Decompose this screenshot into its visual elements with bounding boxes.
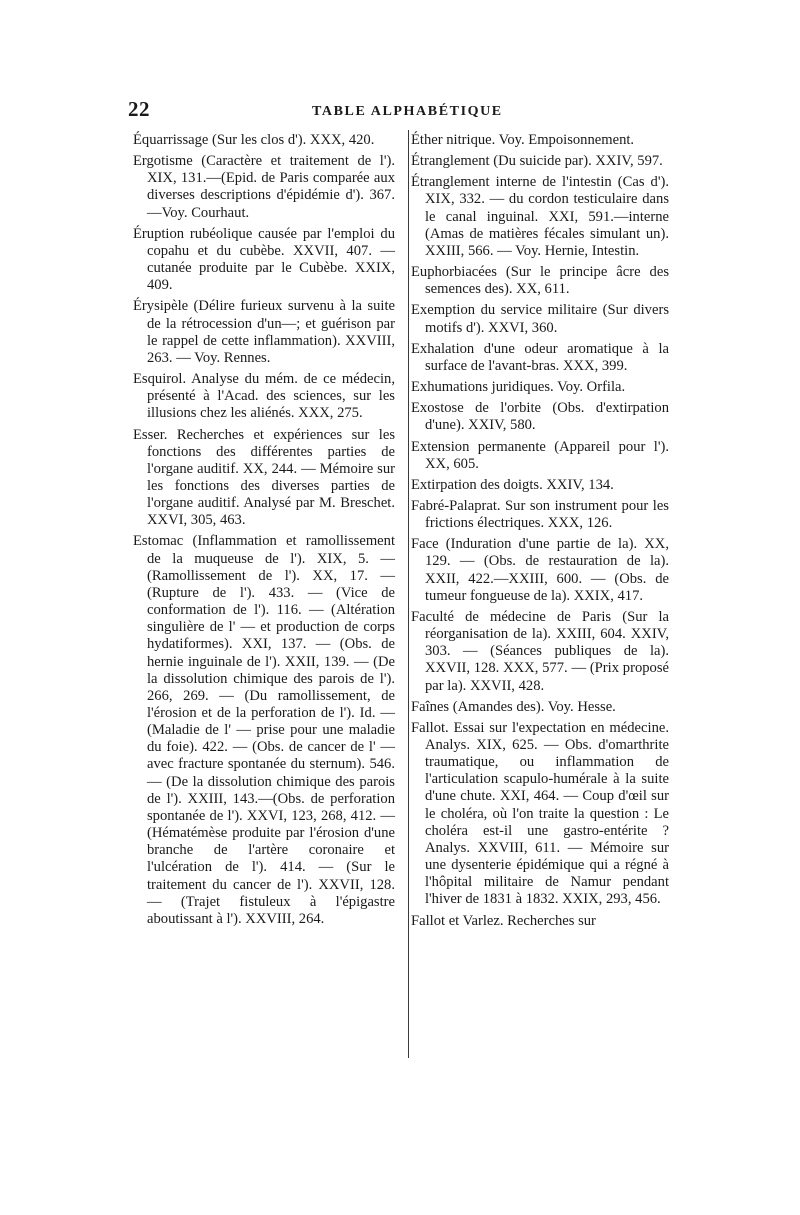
index-entry: Fabré-Palaprat. Sur son instrument pour les frictions électriques. XXX, 126. [411, 497, 669, 532]
index-entry: Ergotisme (Caractère et traitement de l'). XIX, 131.—(Epid. de Paris comparée aux diverses descriptions d'épidémie d'). 367.—Voy. Courhaut. [133, 153, 395, 221]
index-entry: Exhumations juridiques. Voy. Orfila. [411, 379, 626, 396]
index-entry: Exhalation d'une odeur aromatique à la surface de l'avant-bras. XXX, 399. [411, 340, 669, 374]
index-entry: Érysipèle (Délire furieux survenu à la suite de la rétrocession d'un—; et guérison par le rappel de cette inflammation). XXVIII, 263. — Voy. Rennes. [133, 298, 395, 366]
index-entry: Extension permanente (Appareil pour l'). XX, 605. [411, 438, 669, 472]
index-entry: Étranglement (Du suicide par). XXIV, 597. [411, 153, 663, 170]
index-entry: Éruption rubéolique causée par l'emploi du copahu et du cubèbe. XXVII, 407. — cutanée produite par le Cubèbe. XXIX, 409. [133, 225, 395, 294]
index-entry: Fallot. Essai sur l'expectation en médecine. Analys. XIX, 625. — Obs. d'omarthrite traumatique, ou inflammation de l'articulation scapulo-humérale à la suite d'une chute. XXI, 464. — Coup d'œil sur le choléra, où l'on traite la question : Le choléra est-il une gastro-entérite ? Analys. XXVIII, 611. — Mémoire sur une dysenterie épidémique qui a régné à l'hôpital militaire de Namur pendant l'hiver de 1831 à 1832. XXIX, 293, 456. [411, 719, 669, 908]
index-entry: Face (Induration d'une partie de la). XX, 129. — (Obs. de restauration de la). XXII, 422.—XXIII, 600. — (Obs. de tumeur fongueuse de la). XXIX, 417. [411, 536, 669, 604]
index-entry: Exemption du service militaire (Sur divers motifs d'). XXVI, 360. [411, 302, 669, 336]
right-column [411, 132, 669, 934]
index-entry: Fallot et Varlez. Recherches sur [411, 912, 596, 929]
index-entry: Équarrissage (Sur les clos d'). XXX, 420. [133, 132, 375, 148]
index-entry: Extirpation des doigts. XXIV, 134. [411, 476, 614, 493]
index-entry: Exostose de l'orbite (Obs. d'extirpation d'une). XXIV, 580. [411, 400, 669, 434]
index-entry: Faculté de médecine de Paris (Sur la réorganisation de la). XXIII, 604. XXIV, 303. — (Séances publiques de la). XXVII, 128. XXX, 577. — (Prix proposé par la). XXVII, 428. [411, 608, 669, 694]
index-entry: Esser. Recherches et expériences sur les fonctions des différentes parties de l'organe auditif. XX, 244. — Mémoire sur les fonctions des diverses parties de l'organe auditif. Analysé par M. Breschet. XXVI, 305, 463. [133, 426, 395, 529]
index-entry: Estomac (Inflammation et ramollissement de la muqueuse de l'). XIX, 5. — (Ramollissement de l'). XX, 17. — (Rupture de l'). 433. — (Vice de conformation de l'). 116. — (Altération singulière de l' — et production de corps hydatiformes). XXI, 137. — (Obs. de hernie inguinale de l'). XXII, 139. — (De la dissolution chimique des parois de l'). 266, 269. — (Du ramollissement, de l'érosion et de la perforation de l'). Id. — (Maladie de l' — prise pour une maladie du foie). 422. — (Obs. de cancer de l' — avec fracture spontanée du sternum). 546. — (De la dissolution chimique des parois de l'). XXIII, 143.—(Obs. de perforation spontanée de l'). XXVI, 123, 268, 412. — (Hématémèse produite par l'érosion d'une branche de l'artère coronaire et l'ulcération de l'). 414. — (Sur le traitement du cancer de l'). XXVII, 128. — (Trajet fistuleux à l'épigastre aboutissant à l'). XXVIII, 264. [133, 533, 395, 927]
page-number: 22 [128, 97, 150, 121]
left-column [133, 132, 395, 932]
running-title: TABLE ALPHABÉTIQUE [312, 104, 503, 119]
index-entry: Étranglement interne de l'intestin (Cas d'). XIX, 332. — du cordon testiculaire dans le canal inguinal. XXI, 591.—interne (Amas de matières fécales simulant un). XXIII, 566. — Voy. Hernie, Intestin. [411, 174, 669, 259]
index-entry: Esquirol. Analyse du mém. de ce médecin, présenté à l'Acad. des sciences, sur les illusions chez les aliénés. XXX, 275. [133, 371, 395, 422]
index-entry: Faînes (Amandes des). Voy. Hesse. [411, 698, 616, 715]
index-entry: Euphorbiacées (Sur le principe âcre des semences des). XX, 611. [411, 264, 669, 298]
index-entry: Éther nitrique. Voy. Empoisonnement. [411, 132, 635, 148]
